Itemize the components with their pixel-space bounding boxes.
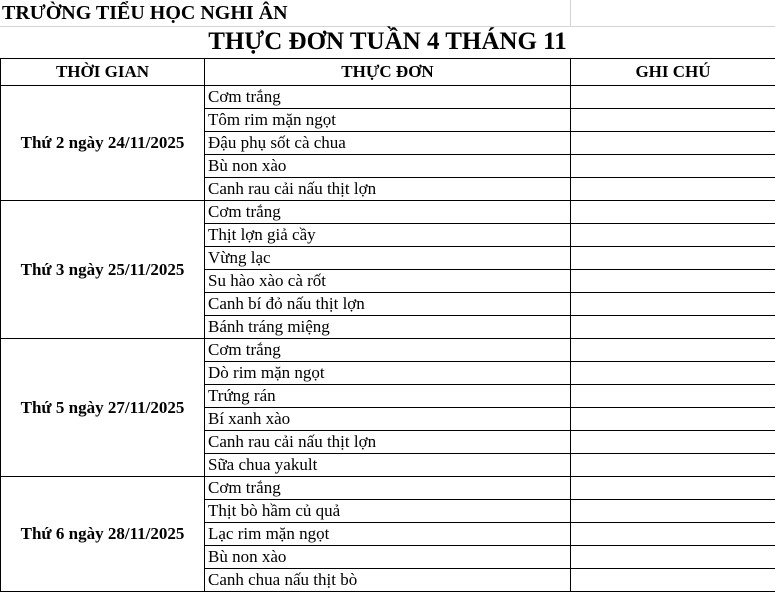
dish-cell[interactable]: Trứng rán bbox=[205, 385, 571, 408]
note-cell[interactable] bbox=[571, 431, 775, 454]
day-date-cell[interactable]: Thứ 5 ngày 27/11/2025 bbox=[1, 339, 205, 477]
note-cell[interactable] bbox=[571, 569, 775, 592]
note-cell[interactable] bbox=[571, 109, 775, 132]
note-cell[interactable] bbox=[571, 339, 775, 362]
dish-cell[interactable]: Canh bí đỏ nấu thịt lợn bbox=[205, 293, 571, 316]
note-cell[interactable] bbox=[571, 454, 775, 477]
header-row bbox=[1, 59, 775, 86]
table-row bbox=[1, 477, 775, 500]
table-row bbox=[1, 86, 775, 109]
dish-cell[interactable]: Su hào xào cà rốt bbox=[205, 270, 571, 293]
menu-table bbox=[0, 58, 775, 592]
dish-cell[interactable]: Sữa chua yakult bbox=[205, 454, 571, 477]
note-cell[interactable] bbox=[571, 316, 775, 339]
menu-body bbox=[1, 86, 775, 592]
note-cell[interactable] bbox=[571, 385, 775, 408]
note-cell[interactable] bbox=[571, 201, 775, 224]
dish-cell[interactable]: Dò rim mặn ngọt bbox=[205, 362, 571, 385]
note-cell[interactable] bbox=[571, 178, 775, 201]
note-cell[interactable] bbox=[571, 86, 775, 109]
dish-cell[interactable]: Lạc rim mặn ngọt bbox=[205, 523, 571, 546]
dish-cell[interactable]: Bí xanh xào bbox=[205, 408, 571, 431]
note-cell[interactable] bbox=[571, 270, 775, 293]
note-cell[interactable] bbox=[571, 523, 775, 546]
day-date-cell[interactable]: Thứ 2 ngày 24/11/2025 bbox=[1, 86, 205, 201]
note-cell[interactable] bbox=[571, 362, 775, 385]
dish-cell[interactable]: Cơm trắng bbox=[205, 477, 571, 500]
note-cell[interactable] bbox=[571, 500, 775, 523]
dish-cell[interactable]: Đậu phụ sốt cà chua bbox=[205, 132, 571, 155]
note-cell[interactable] bbox=[571, 408, 775, 431]
dish-cell[interactable]: Canh chua nấu thịt bò bbox=[205, 569, 571, 592]
dish-cell[interactable]: Bù non xào bbox=[205, 546, 571, 569]
note-cell[interactable] bbox=[571, 293, 775, 316]
dish-cell[interactable]: Cơm trắng bbox=[205, 339, 571, 362]
note-cell[interactable] bbox=[571, 247, 775, 270]
note-cell[interactable] bbox=[571, 546, 775, 569]
dish-cell[interactable]: Cơm trắng bbox=[205, 201, 571, 224]
day-date-cell[interactable]: Thứ 6 ngày 28/11/2025 bbox=[1, 477, 205, 592]
dish-cell[interactable]: Canh rau cải nấu thịt lợn bbox=[205, 431, 571, 454]
menu-title: THỰC ĐƠN TUẦN 4 THÁNG 11 bbox=[0, 26, 775, 58]
column-header-menu[interactable]: THỰC ĐƠN bbox=[205, 59, 571, 86]
table-row bbox=[1, 339, 775, 362]
column-header-time[interactable]: THỜI GIAN bbox=[1, 59, 205, 86]
dish-cell[interactable]: Cơm trắng bbox=[205, 86, 571, 109]
column-header-note[interactable]: GHI CHÚ bbox=[571, 59, 775, 86]
day-date-cell[interactable]: Thứ 3 ngày 25/11/2025 bbox=[1, 201, 205, 339]
dish-cell[interactable]: Bù non xào bbox=[205, 155, 571, 178]
dish-cell[interactable]: Vừng lạc bbox=[205, 247, 571, 270]
gridline bbox=[570, 0, 571, 26]
dish-cell[interactable]: Thịt bò hầm củ quả bbox=[205, 500, 571, 523]
dish-cell[interactable]: Tôm rim mặn ngọt bbox=[205, 109, 571, 132]
school-name: TRƯỜNG TIỂU HỌC NGHI ÂN bbox=[2, 0, 562, 26]
dish-cell[interactable]: Thịt lợn giả cầy bbox=[205, 224, 571, 247]
dish-cell[interactable]: Bánh tráng miệng bbox=[205, 316, 571, 339]
dish-cell[interactable]: Canh rau cải nấu thịt lợn bbox=[205, 178, 571, 201]
note-cell[interactable] bbox=[571, 132, 775, 155]
note-cell[interactable] bbox=[571, 224, 775, 247]
note-cell[interactable] bbox=[571, 477, 775, 500]
table-row bbox=[1, 201, 775, 224]
note-cell[interactable] bbox=[571, 155, 775, 178]
